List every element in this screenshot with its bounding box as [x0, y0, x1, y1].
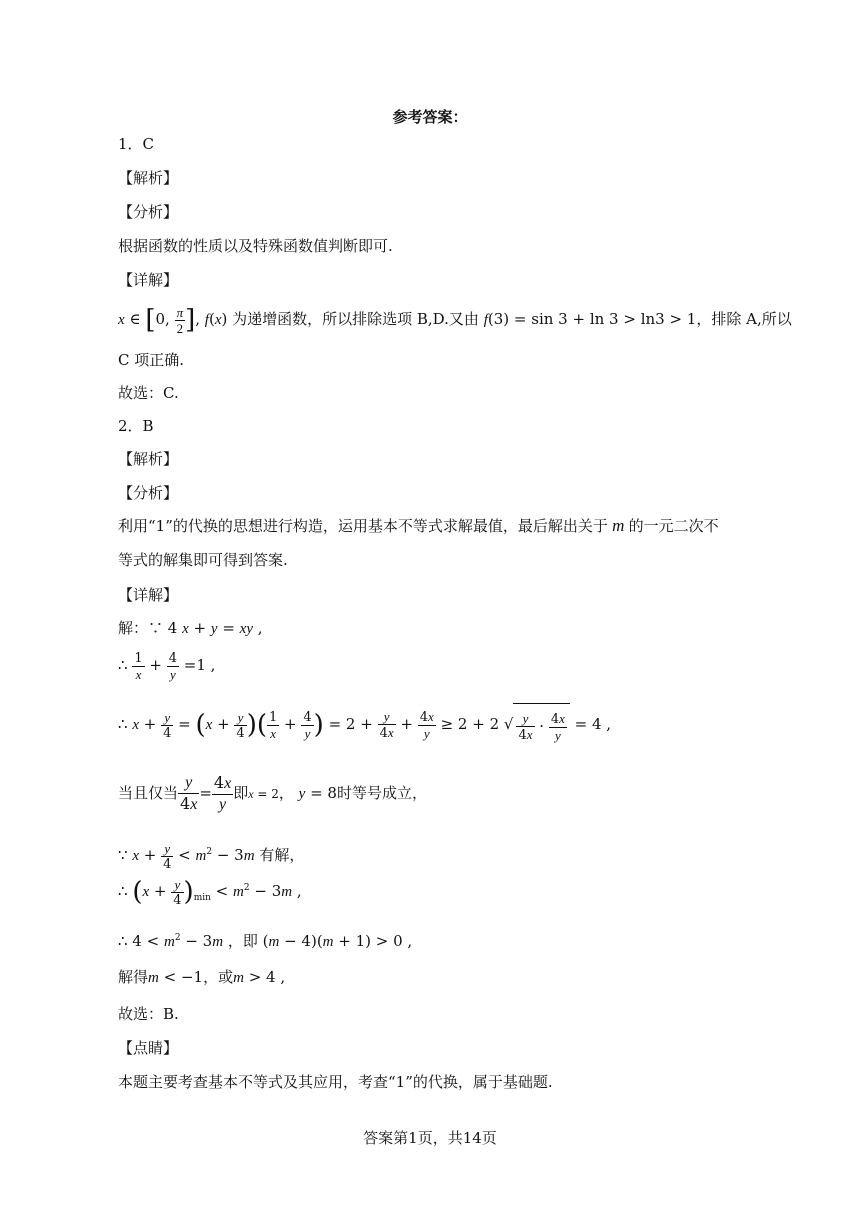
q2-jiexi-heading: 【解析】 — [118, 450, 179, 468]
q2-step-reciprocal: ∴ $\frac{1}{x}$ + $\frac{4}{y}$ =1 , — [118, 650, 216, 682]
q2-step-equality: 当且仅当 $\frac{y}{4x}$ = $\frac{4x}{y}$ 即x = 2， y = 8时等号成立， — [118, 773, 427, 813]
q2-solve-prefix: 解： — [118, 619, 149, 637]
q2-step-condition: ∵ x + $\frac{y}{4}$ < $m^2 - 3m$ 有解， — [118, 840, 305, 872]
q2-step-solution: 解得m < −1，或m > 4 , — [118, 968, 286, 986]
q2-step-given: 解：∵ 4 x + y = xy , — [118, 619, 263, 637]
q1-formula-f3: f(3) = sin 3 + ln 3 > ln3 > 1 — [483, 310, 697, 328]
q1-detail-text-b: ，排除 A,所以 — [696, 310, 792, 328]
q2-step-min: ∴ (x + $\frac{y}{4}$ )$_{min} < m^2 - 3m$ , — [118, 876, 302, 908]
q2-analysis-line1: 利用“1”的代换的思想进行构造，运用基本不等式求解最值，最后解出关于 m 的一元二次不 — [118, 516, 719, 535]
q1-fenxi-heading: 【分析】 — [118, 203, 179, 221]
q2-equality-text-c: 时等号成立， — [336, 784, 427, 802]
q2-analysis-line2: 等式的解集即可得到答案. — [118, 551, 288, 569]
q2-or-text: ，或 — [203, 968, 234, 986]
q1-detail-text-a: 为递增函数，所以排除选项 B,D.又由 — [232, 310, 479, 328]
q1-answer: 故选：C. — [118, 384, 179, 402]
q2-step-amgm: ∴ x + $\frac{y}{4}$ = (x + $\frac{y}{4}$ )( $\frac{1}{x}$ + $\frac{4}{y}$ ) = 2 + $\frac{y}{4x}$ + $\frac{4x}{y}$ ≥ 2 + 2 √ $\frac{y}{4x}$ · $\frac{4x}{y}$ = 4 , — [118, 702, 611, 748]
q2-analysis-1a: 利用“1”的代换的思想进行构造，运用基本不等式求解最值，最后解出关于 — [118, 517, 608, 535]
q2-solved-text: 解得 — [118, 968, 149, 986]
q2-fenxi-heading: 【分析】 — [118, 484, 179, 502]
page-footer: 答案第1页，共14页 — [363, 1129, 497, 1147]
q1-detail-line: x ∈ [0, $\frac{\pi}{2}$ ], f(x) 为递增函数，所以排除选项 B,D.又由 f(3) = sin 3 + ln 3 > ln3 > 1，排除 A,所以 — [118, 304, 792, 336]
page-title: 参考答案： — [392, 108, 468, 126]
q1-jiexi-heading: 【解析】 — [118, 169, 179, 187]
q2-has-solution-text: 有解， — [259, 846, 305, 864]
q1-number: 1．C — [118, 135, 155, 153]
q2-number: 2．B — [118, 417, 154, 435]
q2-step-quadratic: ∴ $4 < m^2 - 3m$ ，即 (m − 4)(m + 1) > 0 , — [118, 932, 413, 950]
q2-comment: 本题主要考查基本不等式及其应用，考查“1”的代换，属于基础题. — [118, 1073, 553, 1091]
q2-ji-text: 即 — [242, 932, 258, 950]
q1-formula-domain: x — [118, 312, 125, 328]
q1-xiangjie-heading: 【详解】 — [118, 271, 179, 289]
q1-detail-text-c: C 项正确. — [118, 351, 185, 369]
q2-analysis-1b: 的一元二次不 — [628, 517, 719, 535]
q1-analysis: 根据函数的性质以及特殊函数值判断即可. — [118, 237, 393, 255]
q2-dianjing-heading: 【点睛】 — [118, 1039, 179, 1057]
q2-equality-text-b: 即 — [233, 784, 249, 802]
q2-xiangjie-heading: 【详解】 — [118, 586, 179, 604]
q2-answer: 故选：B. — [118, 1005, 179, 1023]
q2-equality-text-a: 当且仅当 — [118, 784, 179, 802]
